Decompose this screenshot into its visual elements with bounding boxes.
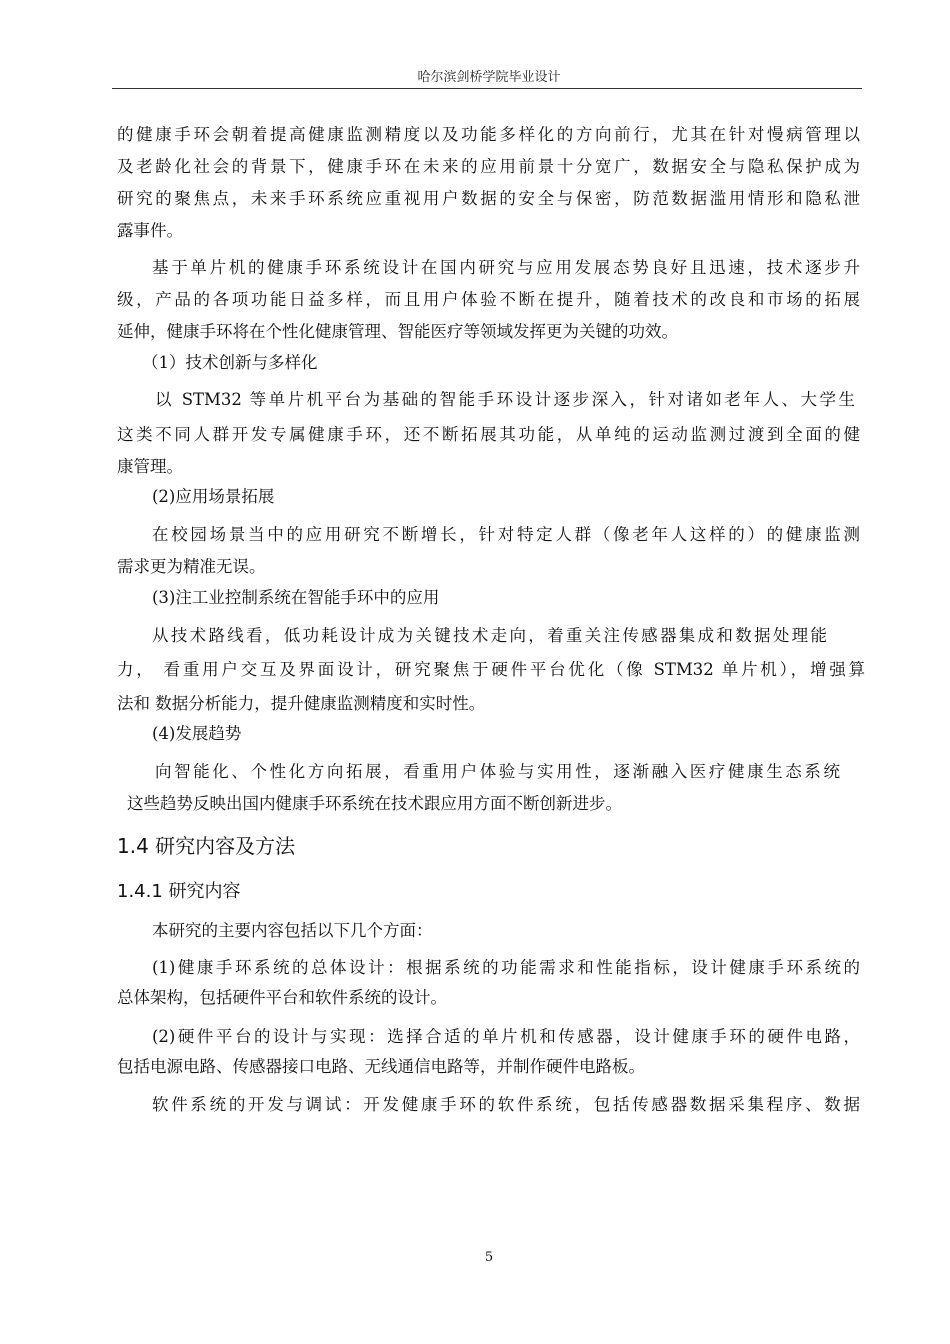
body-line: 需求更为精准无误。 — [117, 557, 266, 576]
list-heading: (3)注工业控制系统在智能手环中的应用 — [152, 588, 440, 607]
body-line: 的健康手环会朝着提高健康监测精度以及功能多样化的方向前行，尤其在针对慢病管理以 — [117, 125, 860, 144]
running-header: 哈尔滨剑桥学院毕业设计 — [417, 70, 561, 85]
body-line: (1)健康手环系统的总体设计：根据系统的功能需求和性能指标，设计健康手环系统的 — [152, 958, 860, 977]
body-line: 级，产品的各项功能日益多样，而且用户体验不断在提升，随着技术的改良和市场的拓展 — [117, 290, 860, 309]
body-line: 包括电源电路、传感器接口电路、无线通信电路等，并制作硬件电路板。 — [117, 1057, 645, 1076]
body-line: 这些趋势反映出国内健康手环系统在技术跟应用方面不断创新进步。 — [127, 794, 622, 813]
list-heading: （1）技术创新与多样化 — [142, 353, 318, 372]
body-line: 本研究的主要内容包括以下几个方面： — [152, 921, 433, 940]
body-line: 从技术路线看，低功耗设计成为关键技术走向，着重关注传感器集成和数据处理能 — [152, 626, 827, 645]
list-heading: (2)应用场景拓展 — [152, 487, 275, 506]
list-heading: (4)发展趋势 — [152, 724, 242, 743]
body-line: 研究的聚焦点，未来手环系统应重视用户数据的安全与保密，防范数据滥用情形和隐私泄 — [117, 189, 860, 208]
header-rule — [112, 88, 862, 89]
subsection-heading: 1.4.1 研究内容 — [117, 881, 241, 902]
page-number: 5 — [484, 1250, 494, 1265]
body-line: (2)硬件平台的设计与实现：选择合适的单片机和传感器，设计健康手环的硬件电路， — [152, 1027, 860, 1046]
body-line: 软件系统的开发与调试：开发健康手环的软件系统，包括传感器数据采集程序、数据 — [152, 1095, 860, 1114]
body-line: 法和 数据分析能力，提升健康监测精度和实时性。 — [117, 694, 486, 713]
section-heading: 1.4 研究内容及方法 — [117, 834, 296, 858]
body-line: 基于单片机的健康手环系统设计在国内研究与应用发展态势良好且迅速，技术逐步升 — [152, 258, 860, 277]
body-line: 延伸，健康手环将在个性化健康管理、智能医疗等领域发挥更为关键的功效。 — [117, 322, 678, 341]
body-line: 及老龄化社会的背景下，健康手环在未来的应用前景十分宽广，数据安全与隐私保护成为 — [117, 157, 860, 176]
body-line: 以 STM32 等单片机平台为基础的智能手环设计逐步深入，针对诸如老年人、大学生 — [155, 390, 855, 409]
body-line: 总体架构，包括硬件平台和软件系统的设计。 — [117, 988, 447, 1007]
body-line: 向智能化、个性化方向拓展，看重用户体验与实用性，逐渐融入医疗健康生态系统 — [155, 762, 840, 781]
body-line: 露事件。 — [117, 221, 183, 240]
body-line: 力， 看重用户交互及界面设计，研究聚焦于硬件平台优化（像 STM32 单片机），增强算 — [117, 660, 865, 679]
body-line: 在校园场景当中的应用研究不断增长，针对特定人群（像老年人这样的）的健康监测 — [152, 525, 860, 544]
body-line: 这类不同人群开发专属健康手环，还不断拓展其功能，从单纯的运动监测过渡到全面的健 — [117, 425, 860, 444]
body-line: 康管理。 — [117, 457, 183, 476]
